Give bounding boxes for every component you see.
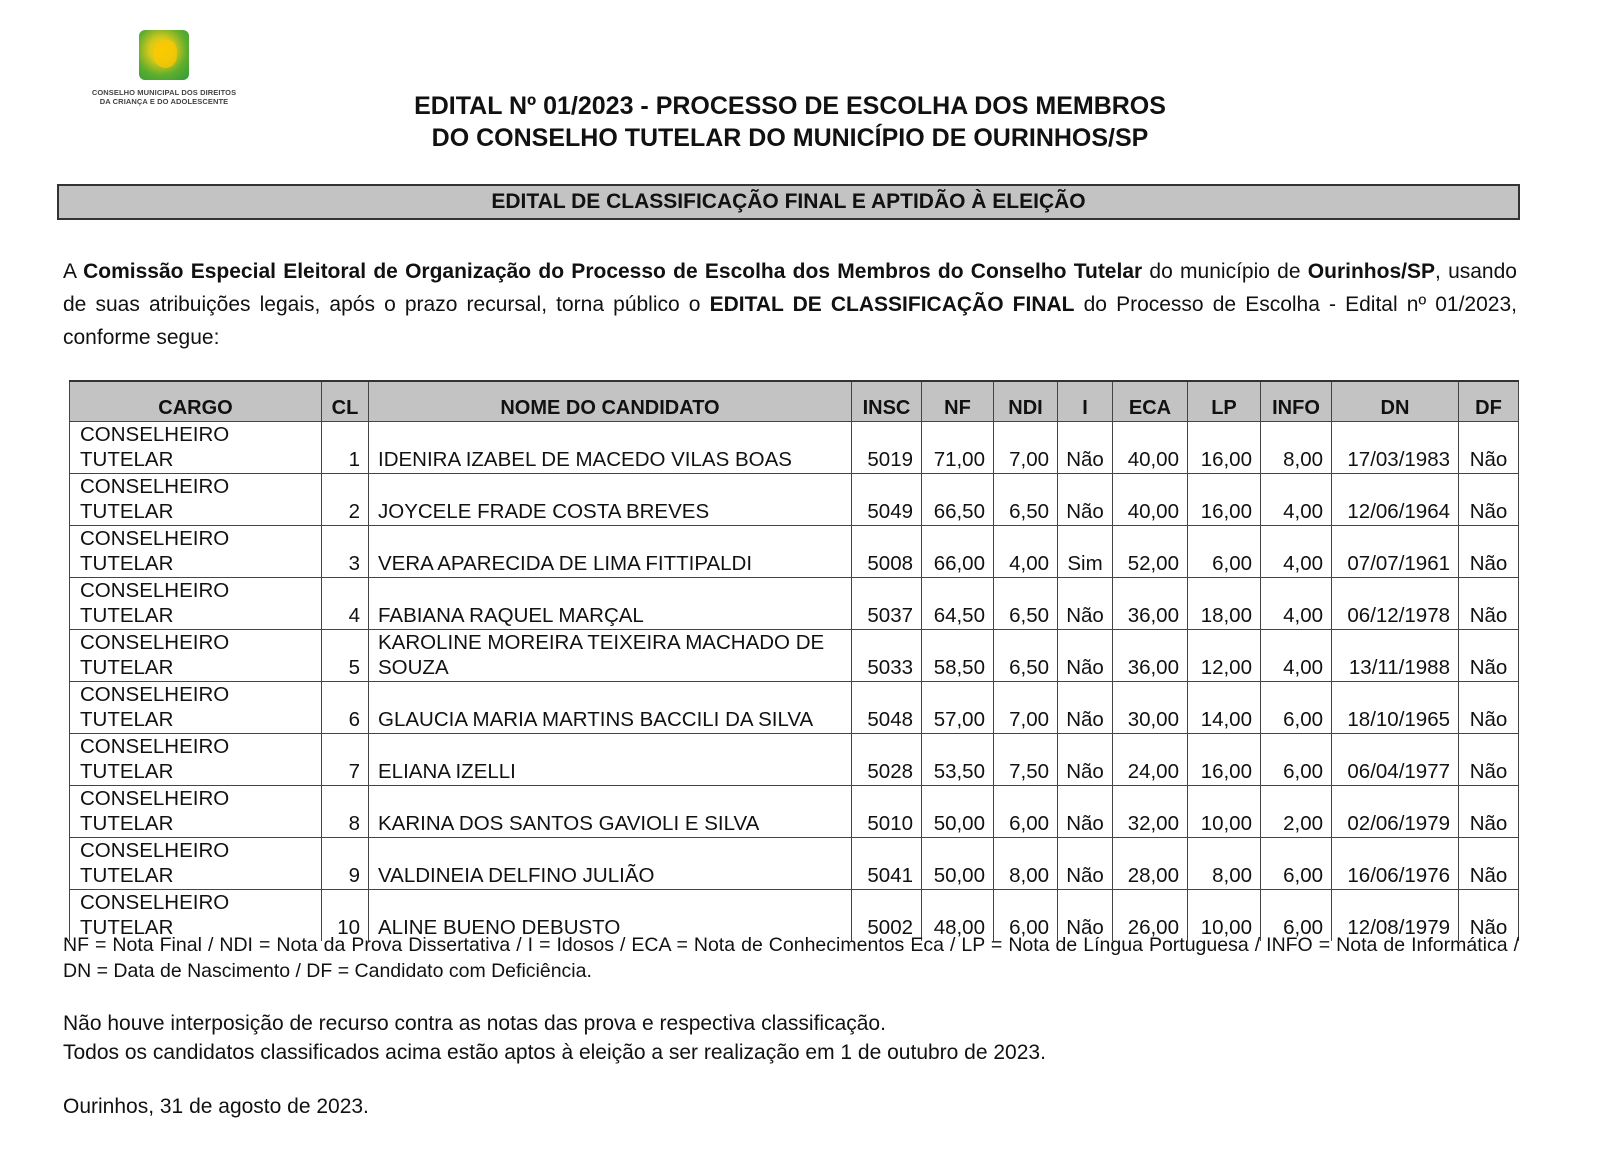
column-header: ECA bbox=[1113, 381, 1188, 422]
cell-lp: 16,00 bbox=[1188, 474, 1261, 526]
intro-paragraph bbox=[63, 255, 1517, 354]
cell-insc: 5041 bbox=[852, 838, 922, 890]
cell-cl: 1 bbox=[322, 422, 369, 474]
intro-text-2: do município de bbox=[1142, 260, 1308, 283]
cell-cl: 6 bbox=[322, 682, 369, 734]
cell-info: 6,00 bbox=[1261, 682, 1332, 734]
cell-eca: 26,00 bbox=[1113, 890, 1188, 942]
cell-cargo: CONSELHEIRO TUTELAR bbox=[70, 526, 322, 578]
cell-cargo: CONSELHEIRO TUTELAR bbox=[70, 578, 322, 630]
column-header: DN bbox=[1332, 381, 1459, 422]
intro-text-4: do Processo de Escolha - Edital nº 01/2023, conforme segue: bbox=[63, 293, 1517, 349]
cell-eca: 24,00 bbox=[1113, 734, 1188, 786]
column-header: NDI bbox=[994, 381, 1058, 422]
cell-cl: 2 bbox=[322, 474, 369, 526]
cell-nf: 57,00 bbox=[922, 682, 994, 734]
cell-i: Não bbox=[1058, 422, 1113, 474]
cell-nome: JOYCELE FRADE COSTA BREVES bbox=[369, 474, 852, 526]
table-row bbox=[70, 786, 1519, 838]
cell-info: 8,00 bbox=[1261, 422, 1332, 474]
intro-bold-commission: Comissão Especial Eleitoral de Organização do Processo de Escolha dos Membros do Conselho Tutelar bbox=[83, 260, 1143, 283]
document-title bbox=[0, 90, 1580, 154]
cell-cl: 4 bbox=[322, 578, 369, 630]
cell-insc: 5033 bbox=[852, 630, 922, 682]
cell-info: 6,00 bbox=[1261, 734, 1332, 786]
cell-lp: 16,00 bbox=[1188, 734, 1261, 786]
cell-df: Não bbox=[1459, 890, 1519, 942]
cell-ndi: 7,00 bbox=[994, 422, 1058, 474]
column-header: INFO bbox=[1261, 381, 1332, 422]
cell-info: 4,00 bbox=[1261, 630, 1332, 682]
cell-i: Não bbox=[1058, 786, 1113, 838]
table-row bbox=[70, 734, 1519, 786]
cell-nome: IDENIRA IZABEL DE MACEDO VILAS BOAS bbox=[369, 422, 852, 474]
cell-ndi: 6,50 bbox=[994, 630, 1058, 682]
cell-cargo: CONSELHEIRO TUTELAR bbox=[70, 890, 322, 942]
cell-info: 6,00 bbox=[1261, 838, 1332, 890]
logo-emblem-icon bbox=[139, 30, 189, 80]
abbreviations-legend: NF = Nota Final / NDI = Nota da Prova Dissertativa / I = Idosos / ECA = Nota de Conhecimentos Eca / LP = Nota de Língua Portuguesa / INFO = Nota de Informática / DN = Data de Nascimento / DF = Candidato com Deficiência. bbox=[63, 934, 1519, 982]
intro-bold-edital: EDITAL DE CLASSIFICAÇÃO FINAL bbox=[709, 293, 1075, 316]
cell-dn: 17/03/1983 bbox=[1332, 422, 1459, 474]
cell-lp: 6,00 bbox=[1188, 526, 1261, 578]
cell-i: Não bbox=[1058, 890, 1113, 942]
intro-text-3: , usando de suas atribuições legais, após o prazo recursal, torna público o bbox=[63, 260, 1517, 316]
cell-lp: 14,00 bbox=[1188, 682, 1261, 734]
cell-ndi: 8,00 bbox=[994, 838, 1058, 890]
cell-insc: 5008 bbox=[852, 526, 922, 578]
cell-nome: GLAUCIA MARIA MARTINS BACCILI DA SILVA bbox=[369, 682, 852, 734]
column-header: CL bbox=[322, 381, 369, 422]
cell-insc: 5002 bbox=[852, 890, 922, 942]
cell-dn: 02/06/1979 bbox=[1332, 786, 1459, 838]
cell-lp: 10,00 bbox=[1188, 890, 1261, 942]
cell-df: Não bbox=[1459, 786, 1519, 838]
column-header: LP bbox=[1188, 381, 1261, 422]
cell-eca: 40,00 bbox=[1113, 422, 1188, 474]
cell-lp: 18,00 bbox=[1188, 578, 1261, 630]
cell-cargo: CONSELHEIRO TUTELAR bbox=[70, 734, 322, 786]
cell-ndi: 6,50 bbox=[994, 578, 1058, 630]
cell-insc: 5019 bbox=[852, 422, 922, 474]
cell-eca: 32,00 bbox=[1113, 786, 1188, 838]
cell-nf: 66,00 bbox=[922, 526, 994, 578]
logo-text-line1: CONSELHO MUNICIPAL DOS DIREITOS bbox=[91, 88, 237, 97]
cell-eca: 36,00 bbox=[1113, 578, 1188, 630]
cell-info: 6,00 bbox=[1261, 890, 1332, 942]
cell-dn: 06/12/1978 bbox=[1332, 578, 1459, 630]
cell-nome: FABIANA RAQUEL MARÇAL bbox=[369, 578, 852, 630]
cell-eca: 52,00 bbox=[1113, 526, 1188, 578]
cell-lp: 8,00 bbox=[1188, 838, 1261, 890]
cell-df: Não bbox=[1459, 838, 1519, 890]
intro-text-1: A bbox=[63, 260, 84, 283]
cell-df: Não bbox=[1459, 422, 1519, 474]
cell-dn: 07/07/1961 bbox=[1332, 526, 1459, 578]
cell-cl: 10 bbox=[322, 890, 369, 942]
cell-cl: 7 bbox=[322, 734, 369, 786]
logo-text-line2: DA CRIANÇA E DO ADOLESCENTE bbox=[99, 97, 229, 106]
cell-dn: 18/10/1965 bbox=[1332, 682, 1459, 734]
cell-i: Não bbox=[1058, 630, 1113, 682]
column-header: NOME DO CANDIDATO bbox=[369, 381, 852, 422]
table-row bbox=[70, 526, 1519, 578]
column-header: I bbox=[1058, 381, 1113, 422]
cell-nf: 53,50 bbox=[922, 734, 994, 786]
cell-eca: 40,00 bbox=[1113, 474, 1188, 526]
table-header-row bbox=[70, 381, 1519, 422]
cell-info: 4,00 bbox=[1261, 474, 1332, 526]
cell-ndi: 4,00 bbox=[994, 526, 1058, 578]
cell-info: 2,00 bbox=[1261, 786, 1332, 838]
cell-lp: 16,00 bbox=[1188, 422, 1261, 474]
cell-nome: KARINA DOS SANTOS GAVIOLI E SILVA bbox=[369, 786, 852, 838]
note-no-appeal: Não houve interposição de recurso contra as notas das prova e respectiva classificação. bbox=[63, 1012, 886, 1035]
cell-nome: VERA APARECIDA DE LIMA FITTIPALDI bbox=[369, 526, 852, 578]
cell-i: Sim bbox=[1058, 526, 1113, 578]
cell-lp: 10,00 bbox=[1188, 786, 1261, 838]
cell-df: Não bbox=[1459, 474, 1519, 526]
cell-dn: 06/04/1977 bbox=[1332, 734, 1459, 786]
column-header: INSC bbox=[852, 381, 922, 422]
cell-nf: 50,00 bbox=[922, 786, 994, 838]
cell-eca: 28,00 bbox=[1113, 838, 1188, 890]
cell-cl: 5 bbox=[322, 630, 369, 682]
classification-table bbox=[69, 380, 1519, 941]
cell-i: Não bbox=[1058, 838, 1113, 890]
cell-ndi: 6,00 bbox=[994, 890, 1058, 942]
cell-cargo: CONSELHEIRO TUTELAR bbox=[70, 786, 322, 838]
cell-ndi: 7,50 bbox=[994, 734, 1058, 786]
cell-dn: 12/06/1964 bbox=[1332, 474, 1459, 526]
cell-cargo: CONSELHEIRO TUTELAR bbox=[70, 682, 322, 734]
cell-dn: 16/06/1976 bbox=[1332, 838, 1459, 890]
column-header: DF bbox=[1459, 381, 1519, 422]
cell-insc: 5010 bbox=[852, 786, 922, 838]
cell-df: Não bbox=[1459, 682, 1519, 734]
cell-nome: ELIANA IZELLI bbox=[369, 734, 852, 786]
note-eligible: Todos os candidatos classificados acima estão aptos à eleição a ser realização em 1 de outubro de 2023. bbox=[63, 1041, 1046, 1064]
cell-df: Não bbox=[1459, 578, 1519, 630]
cell-ndi: 6,50 bbox=[994, 474, 1058, 526]
cell-cl: 9 bbox=[322, 838, 369, 890]
title-line2: DO CONSELHO TUTELAR DO MUNICÍPIO DE OURINHOS/SP bbox=[431, 124, 1149, 152]
section-banner: EDITAL DE CLASSIFICAÇÃO FINAL E APTIDÃO À ELEIÇÃO bbox=[57, 184, 1520, 220]
column-header: NF bbox=[922, 381, 994, 422]
cell-insc: 5028 bbox=[852, 734, 922, 786]
cell-nf: 58,50 bbox=[922, 630, 994, 682]
cell-dn: 12/08/1979 bbox=[1332, 890, 1459, 942]
column-header: CARGO bbox=[70, 381, 322, 422]
cell-eca: 36,00 bbox=[1113, 630, 1188, 682]
title-line1: EDITAL Nº 01/2023 - PROCESSO DE ESCOLHA DOS MEMBROS bbox=[414, 92, 1166, 120]
cell-insc: 5037 bbox=[852, 578, 922, 630]
cell-dn: 13/11/1988 bbox=[1332, 630, 1459, 682]
cell-i: Não bbox=[1058, 474, 1113, 526]
table-row bbox=[70, 682, 1519, 734]
cell-insc: 5048 bbox=[852, 682, 922, 734]
cell-df: Não bbox=[1459, 526, 1519, 578]
cell-df: Não bbox=[1459, 734, 1519, 786]
intro-bold-city: Ourinhos/SP bbox=[1307, 260, 1435, 283]
cell-nome: ALINE BUENO DEBUSTO bbox=[369, 890, 852, 942]
cell-nf: 48,00 bbox=[922, 890, 994, 942]
cell-info: 4,00 bbox=[1261, 526, 1332, 578]
cell-nf: 71,00 bbox=[922, 422, 994, 474]
table-row bbox=[70, 578, 1519, 630]
cell-ndi: 6,00 bbox=[994, 786, 1058, 838]
table-row bbox=[70, 422, 1519, 474]
cell-i: Não bbox=[1058, 734, 1113, 786]
cell-nome: VALDINEIA DELFINO JULIÃO bbox=[369, 838, 852, 890]
cell-nf: 50,00 bbox=[922, 838, 994, 890]
cell-insc: 5049 bbox=[852, 474, 922, 526]
cell-df: Não bbox=[1459, 630, 1519, 682]
table-row bbox=[70, 474, 1519, 526]
cell-nf: 66,50 bbox=[922, 474, 994, 526]
table-row bbox=[70, 838, 1519, 890]
cell-nome: KAROLINE MOREIRA TEIXEIRA MACHADO DE SOUZA bbox=[369, 630, 852, 682]
cell-ndi: 7,00 bbox=[994, 682, 1058, 734]
cell-cl: 8 bbox=[322, 786, 369, 838]
closing-notes bbox=[63, 1009, 1046, 1067]
cell-cl: 3 bbox=[322, 526, 369, 578]
cell-i: Não bbox=[1058, 578, 1113, 630]
cell-cargo: CONSELHEIRO TUTELAR bbox=[70, 630, 322, 682]
cell-info: 4,00 bbox=[1261, 578, 1332, 630]
table-row bbox=[70, 630, 1519, 682]
cell-cargo: CONSELHEIRO TUTELAR bbox=[70, 474, 322, 526]
cell-cargo: CONSELHEIRO TUTELAR bbox=[70, 838, 322, 890]
cell-eca: 30,00 bbox=[1113, 682, 1188, 734]
cell-nf: 64,50 bbox=[922, 578, 994, 630]
cell-i: Não bbox=[1058, 682, 1113, 734]
cell-cargo: CONSELHEIRO TUTELAR bbox=[70, 422, 322, 474]
place-and-date: Ourinhos, 31 de agosto de 2023. bbox=[63, 1095, 369, 1118]
cell-lp: 12,00 bbox=[1188, 630, 1261, 682]
